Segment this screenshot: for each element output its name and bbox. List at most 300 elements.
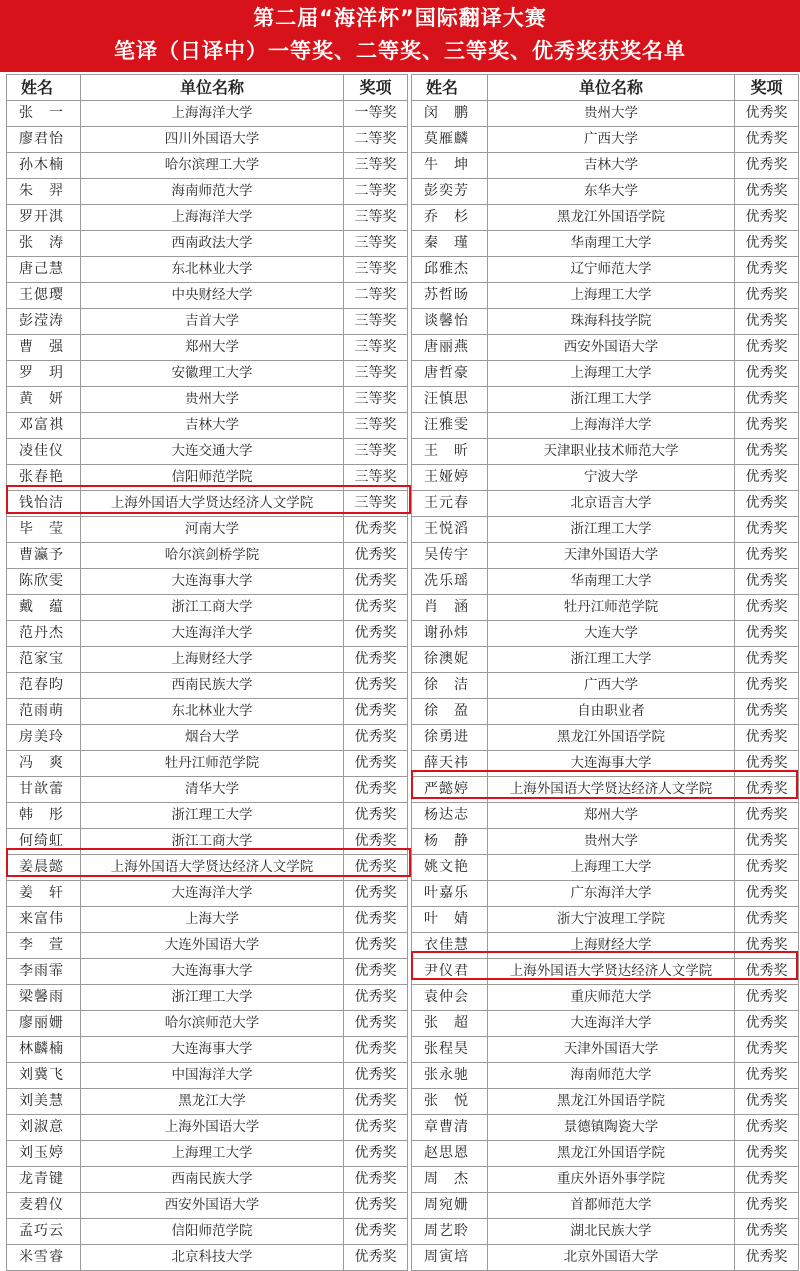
winner-unit: 浙大宁波理工学院 [488,907,735,933]
table-row [7,803,799,829]
table-row [7,959,799,985]
winner-award: 优秀奖 [344,673,408,699]
winner-unit: 广西大学 [488,673,735,699]
winner-name: 周宛姗 [412,1193,488,1219]
winner-award: 优秀奖 [735,283,799,309]
winner-award: 优秀奖 [344,855,408,881]
table-row [7,725,799,751]
table-row [7,933,799,959]
winner-name: 廖丽姗 [7,1011,81,1037]
winner-name: 徐澳妮 [412,647,488,673]
winner-award: 优秀奖 [344,777,408,803]
winner-unit: 辽宁师范大学 [488,257,735,283]
winner-unit: 天津外国语大学 [488,1037,735,1063]
winner-unit: 上海海洋大学 [81,101,344,127]
winner-unit: 大连海事大学 [81,959,344,985]
winner-award: 优秀奖 [735,491,799,517]
table-row [7,595,799,621]
winner-award: 优秀奖 [344,1011,408,1037]
winner-name: 张春艳 [7,465,81,491]
table-row [7,231,799,257]
winner-unit: 贵州大学 [488,101,735,127]
winner-award: 优秀奖 [344,959,408,985]
winner-unit: 郑州大学 [81,335,344,361]
winner-unit: 贵州大学 [488,829,735,855]
page-subtitle: 笔译（日译中）一等奖、二等奖、三等奖、优秀奖获奖名单 [114,39,686,63]
winner-name: 叶 婧 [412,907,488,933]
winner-name: 莫雁麟 [412,127,488,153]
winner-unit: 上海财经大学 [488,933,735,959]
winner-award: 优秀奖 [344,1115,408,1141]
winner-award: 优秀奖 [735,1167,799,1193]
table-row [7,1063,799,1089]
winner-name: 张永驰 [412,1063,488,1089]
winner-name: 尹仪君 [412,959,488,985]
table-row [7,387,799,413]
winner-award: 优秀奖 [735,881,799,907]
winner-award: 优秀奖 [344,699,408,725]
winner-award: 优秀奖 [735,803,799,829]
winner-award: 二等奖 [344,283,408,309]
winner-name: 薛天祎 [412,751,488,777]
col-header-award: 奖项 [344,75,408,101]
winner-unit: 吉林大学 [488,153,735,179]
winner-unit: 中央财经大学 [81,283,344,309]
winner-name: 徐 盈 [412,699,488,725]
table-row [7,1141,799,1167]
winner-unit: 郑州大学 [488,803,735,829]
winner-name: 徐 洁 [412,673,488,699]
winner-award: 优秀奖 [735,1011,799,1037]
winner-unit: 东北林业大学 [81,699,344,725]
winner-name: 刘冀飞 [7,1063,81,1089]
winner-name: 姜晨懿 [7,855,81,881]
title-banner [0,0,800,72]
winner-name: 张 悦 [412,1089,488,1115]
winner-name: 曹瀛予 [7,543,81,569]
winner-award: 优秀奖 [735,205,799,231]
winner-name: 麦碧仪 [7,1193,81,1219]
winner-name: 范雨萌 [7,699,81,725]
winner-award: 优秀奖 [344,1063,408,1089]
winner-name: 罗开淇 [7,205,81,231]
winner-award: 优秀奖 [344,647,408,673]
table-row [7,1245,799,1271]
winner-unit: 牡丹江师范学院 [488,595,735,621]
table-row [7,517,799,543]
winner-unit: 黑龙江大学 [81,1089,344,1115]
table-row [7,309,799,335]
winner-award: 优秀奖 [735,647,799,673]
table-row [7,491,799,517]
winner-unit: 黑龙江外国语学院 [488,205,735,231]
winner-unit: 浙江工商大学 [81,829,344,855]
winner-unit: 西南政法大学 [81,231,344,257]
winner-unit: 大连海洋大学 [488,1011,735,1037]
winner-unit: 大连海事大学 [488,751,735,777]
winner-name: 袁仲会 [412,985,488,1011]
winner-name: 周寅培 [412,1245,488,1271]
winner-name: 王 昕 [412,439,488,465]
winner-unit: 黑龙江外国语学院 [488,725,735,751]
winner-award: 优秀奖 [344,621,408,647]
winner-award: 优秀奖 [735,933,799,959]
winner-award: 优秀奖 [735,335,799,361]
winner-award: 优秀奖 [735,777,799,803]
table-row [7,907,799,933]
winner-name: 周 杰 [412,1167,488,1193]
winner-unit: 大连交通大学 [81,439,344,465]
table-row [7,153,799,179]
winner-unit: 黑龙江外国语学院 [488,1089,735,1115]
winner-award: 优秀奖 [344,1037,408,1063]
winner-unit: 北京语言大学 [488,491,735,517]
table-row [7,985,799,1011]
winner-name: 汪慎思 [412,387,488,413]
winner-name: 李雨霏 [7,959,81,985]
winner-award: 优秀奖 [344,1167,408,1193]
winner-name: 冼乐瑶 [412,569,488,595]
winner-unit: 中国海洋大学 [81,1063,344,1089]
winner-award: 三等奖 [344,257,408,283]
winner-unit: 大连海洋大学 [81,881,344,907]
winner-award: 优秀奖 [735,465,799,491]
winner-award: 优秀奖 [735,1089,799,1115]
winner-unit: 浙江理工大学 [81,803,344,829]
header-row [7,75,799,101]
winner-unit: 上海外国语大学贤达经济人文学院 [81,491,344,517]
winner-award: 三等奖 [344,153,408,179]
winner-unit: 安徽理工大学 [81,361,344,387]
winner-name: 张程昊 [412,1037,488,1063]
winner-unit: 吉首大学 [81,309,344,335]
winner-award: 优秀奖 [735,1141,799,1167]
winner-unit: 四川外国语大学 [81,127,344,153]
winner-unit: 上海海洋大学 [488,413,735,439]
winner-award: 优秀奖 [344,933,408,959]
winner-unit: 北京科技大学 [81,1245,344,1271]
winner-name: 何绮虹 [7,829,81,855]
winner-unit: 大连海事大学 [81,1037,344,1063]
winner-award: 优秀奖 [735,699,799,725]
winner-name: 毕 莹 [7,517,81,543]
winner-award: 三等奖 [344,387,408,413]
winner-name: 闵 鹏 [412,101,488,127]
winner-unit: 牡丹江师范学院 [81,751,344,777]
winner-name: 曹 强 [7,335,81,361]
winner-name: 邓富祺 [7,413,81,439]
winner-unit: 信阳师范学院 [81,465,344,491]
winner-name: 严懿婷 [412,777,488,803]
table-row [7,777,799,803]
winner-name: 凌佳仪 [7,439,81,465]
winner-unit: 浙江理工大学 [488,387,735,413]
table-row [7,881,799,907]
winner-award: 优秀奖 [344,881,408,907]
winner-award: 三等奖 [344,439,408,465]
table-row [7,1089,799,1115]
col-header-name: 姓名 [7,75,81,101]
winner-name: 姜 轩 [7,881,81,907]
winner-award: 优秀奖 [735,829,799,855]
winner-unit: 上海理工大学 [488,361,735,387]
winner-unit: 上海理工大学 [488,283,735,309]
awards-table [6,74,799,1271]
winner-award: 优秀奖 [735,361,799,387]
winner-name: 林麟楠 [7,1037,81,1063]
winner-name: 冯 爽 [7,751,81,777]
winner-unit: 大连大学 [488,621,735,647]
table-row [7,621,799,647]
winner-award: 优秀奖 [735,1219,799,1245]
winner-name: 周艺聆 [412,1219,488,1245]
winner-name: 范丹杰 [7,621,81,647]
winner-award: 优秀奖 [735,439,799,465]
table-row [7,829,799,855]
winner-name: 李 萱 [7,933,81,959]
winner-unit: 东华大学 [488,179,735,205]
winner-award: 优秀奖 [735,855,799,881]
winner-award: 优秀奖 [735,153,799,179]
winner-unit: 浙江工商大学 [81,595,344,621]
winner-unit: 北京外国语大学 [488,1245,735,1271]
winner-unit: 上海海洋大学 [81,205,344,231]
winner-award: 优秀奖 [735,101,799,127]
winner-award: 优秀奖 [735,1037,799,1063]
winner-award: 三等奖 [344,465,408,491]
winner-award: 优秀奖 [735,413,799,439]
winner-name: 肖 涵 [412,595,488,621]
winner-award: 优秀奖 [344,985,408,1011]
winner-name: 牛 坤 [412,153,488,179]
winner-award: 优秀奖 [735,985,799,1011]
winner-award: 优秀奖 [735,1193,799,1219]
winner-name: 杨 静 [412,829,488,855]
winner-name: 廖君怡 [7,127,81,153]
winner-name: 叶嘉乐 [412,881,488,907]
winner-unit: 广西大学 [488,127,735,153]
winner-name: 秦 瑾 [412,231,488,257]
winner-unit: 大连海事大学 [81,569,344,595]
winner-unit: 吉林大学 [81,413,344,439]
winner-name: 甘歆蕾 [7,777,81,803]
winner-name: 王元春 [412,491,488,517]
winner-unit: 黑龙江外国语学院 [488,1141,735,1167]
winner-name: 钱怡洁 [7,491,81,517]
winner-unit: 哈尔滨师范大学 [81,1011,344,1037]
table-row [7,751,799,777]
winner-unit: 西南民族大学 [81,1167,344,1193]
table-row [7,855,799,881]
winner-award: 优秀奖 [344,1245,408,1271]
winner-award: 优秀奖 [735,231,799,257]
table-row [7,647,799,673]
winner-unit: 烟台大学 [81,725,344,751]
winner-award: 优秀奖 [735,1063,799,1089]
winner-unit: 上海外国语大学贤达经济人文学院 [488,959,735,985]
table-row [7,101,799,127]
winner-award: 优秀奖 [344,803,408,829]
winner-name: 王偲璎 [7,283,81,309]
winner-unit: 珠海科技学院 [488,309,735,335]
table-row [7,1037,799,1063]
winner-unit: 哈尔滨剑桥学院 [81,543,344,569]
winner-award: 优秀奖 [344,1141,408,1167]
table-row [7,257,799,283]
winner-award: 三等奖 [344,309,408,335]
winner-unit: 河南大学 [81,517,344,543]
winner-name: 孟巧云 [7,1219,81,1245]
awards-table-body [7,101,799,1271]
winner-unit: 广东海洋大学 [488,881,735,907]
winner-unit: 上海外国语大学贤达经济人文学院 [488,777,735,803]
winner-name: 谢孙炜 [412,621,488,647]
winner-award: 优秀奖 [344,543,408,569]
winner-name: 邱雅杰 [412,257,488,283]
table-row [7,465,799,491]
winner-unit: 天津外国语大学 [488,543,735,569]
winner-unit: 西南民族大学 [81,673,344,699]
winner-award: 优秀奖 [735,387,799,413]
winner-award: 优秀奖 [735,569,799,595]
winner-name: 姚文艳 [412,855,488,881]
table-row [7,1115,799,1141]
winner-award: 优秀奖 [735,309,799,335]
table-row [7,439,799,465]
winner-name: 谈馨怡 [412,309,488,335]
winner-name: 赵思恩 [412,1141,488,1167]
winner-award: 二等奖 [344,127,408,153]
col-header-unit: 单位名称 [488,75,735,101]
winner-unit: 宁波大学 [488,465,735,491]
winner-unit: 上海外国语大学贤达经济人文学院 [81,855,344,881]
winner-award: 优秀奖 [735,621,799,647]
table-row [7,1011,799,1037]
winner-unit: 华南理工大学 [488,569,735,595]
winner-award: 优秀奖 [735,959,799,985]
table-row [7,205,799,231]
winner-unit: 海南师范大学 [81,179,344,205]
winner-unit: 自由职业者 [488,699,735,725]
winner-award: 优秀奖 [344,751,408,777]
winner-award: 优秀奖 [735,179,799,205]
table-row [7,1167,799,1193]
winner-award: 三等奖 [344,491,408,517]
winner-award: 优秀奖 [735,725,799,751]
winner-award: 优秀奖 [344,517,408,543]
winner-name: 罗 玥 [7,361,81,387]
winner-name: 刘淑意 [7,1115,81,1141]
winner-unit: 重庆师范大学 [488,985,735,1011]
table-row [7,413,799,439]
winner-award: 优秀奖 [735,257,799,283]
winner-award: 三等奖 [344,335,408,361]
winner-award: 优秀奖 [735,517,799,543]
winner-unit: 浙江理工大学 [81,985,344,1011]
winner-unit: 西安外国语大学 [488,335,735,361]
table-row [7,361,799,387]
winner-unit: 哈尔滨理工大学 [81,153,344,179]
table-row [7,127,799,153]
winner-award: 优秀奖 [735,543,799,569]
winner-name: 刘玉婷 [7,1141,81,1167]
winner-unit: 大连外国语大学 [81,933,344,959]
winner-name: 龙青键 [7,1167,81,1193]
winner-name: 徐勇进 [412,725,488,751]
winner-unit: 景德镇陶瓷大学 [488,1115,735,1141]
winner-award: 优秀奖 [344,725,408,751]
table-row [7,569,799,595]
winner-award: 一等奖 [344,101,408,127]
page-title: 第二届“海洋杯”国际翻译大赛 [253,6,547,30]
winner-unit: 湖北民族大学 [488,1219,735,1245]
winner-unit: 上海大学 [81,907,344,933]
winner-name: 梁馨雨 [7,985,81,1011]
winner-unit: 重庆外语外事学院 [488,1167,735,1193]
winner-award: 优秀奖 [344,907,408,933]
table-row [7,1193,799,1219]
winner-unit: 海南师范大学 [488,1063,735,1089]
winner-unit: 上海理工大学 [81,1141,344,1167]
winner-award: 三等奖 [344,413,408,439]
winner-unit: 华南理工大学 [488,231,735,257]
winner-name: 陈欣雯 [7,569,81,595]
winner-award: 三等奖 [344,361,408,387]
table-row [7,1219,799,1245]
winner-unit: 大连海洋大学 [81,621,344,647]
winner-name: 苏哲旸 [412,283,488,309]
winner-award: 二等奖 [344,179,408,205]
winner-name: 范春昀 [7,673,81,699]
winner-name: 彭滢涛 [7,309,81,335]
table-row [7,335,799,361]
winner-name: 朱 羿 [7,179,81,205]
winner-award: 优秀奖 [344,829,408,855]
col-header-unit: 单位名称 [81,75,344,101]
winner-award: 优秀奖 [344,1219,408,1245]
winner-name: 来富伟 [7,907,81,933]
winner-name: 韩 彤 [7,803,81,829]
winner-award: 优秀奖 [344,569,408,595]
winner-name: 唐丽燕 [412,335,488,361]
winner-award: 优秀奖 [735,127,799,153]
winner-award: 优秀奖 [735,907,799,933]
winner-unit: 信阳师范学院 [81,1219,344,1245]
winner-unit: 天津职业技术师范大学 [488,439,735,465]
winner-name: 乔 杉 [412,205,488,231]
table-row [7,699,799,725]
winner-award: 优秀奖 [735,1245,799,1271]
winner-unit: 贵州大学 [81,387,344,413]
winner-award: 优秀奖 [344,595,408,621]
winner-award: 三等奖 [344,231,408,257]
winner-name: 黄 妍 [7,387,81,413]
winner-award: 三等奖 [344,205,408,231]
winner-unit: 东北林业大学 [81,257,344,283]
table-row [7,283,799,309]
winner-unit: 首都师范大学 [488,1193,735,1219]
winner-name: 王娅婷 [412,465,488,491]
winner-award: 优秀奖 [344,1193,408,1219]
winner-name: 唐己慧 [7,257,81,283]
winner-name: 章曹清 [412,1115,488,1141]
winner-unit: 浙江理工大学 [488,647,735,673]
winner-name: 杨达志 [412,803,488,829]
winner-unit: 上海财经大学 [81,647,344,673]
winner-name: 张 涛 [7,231,81,257]
winner-name: 张 超 [412,1011,488,1037]
winner-unit: 清华大学 [81,777,344,803]
